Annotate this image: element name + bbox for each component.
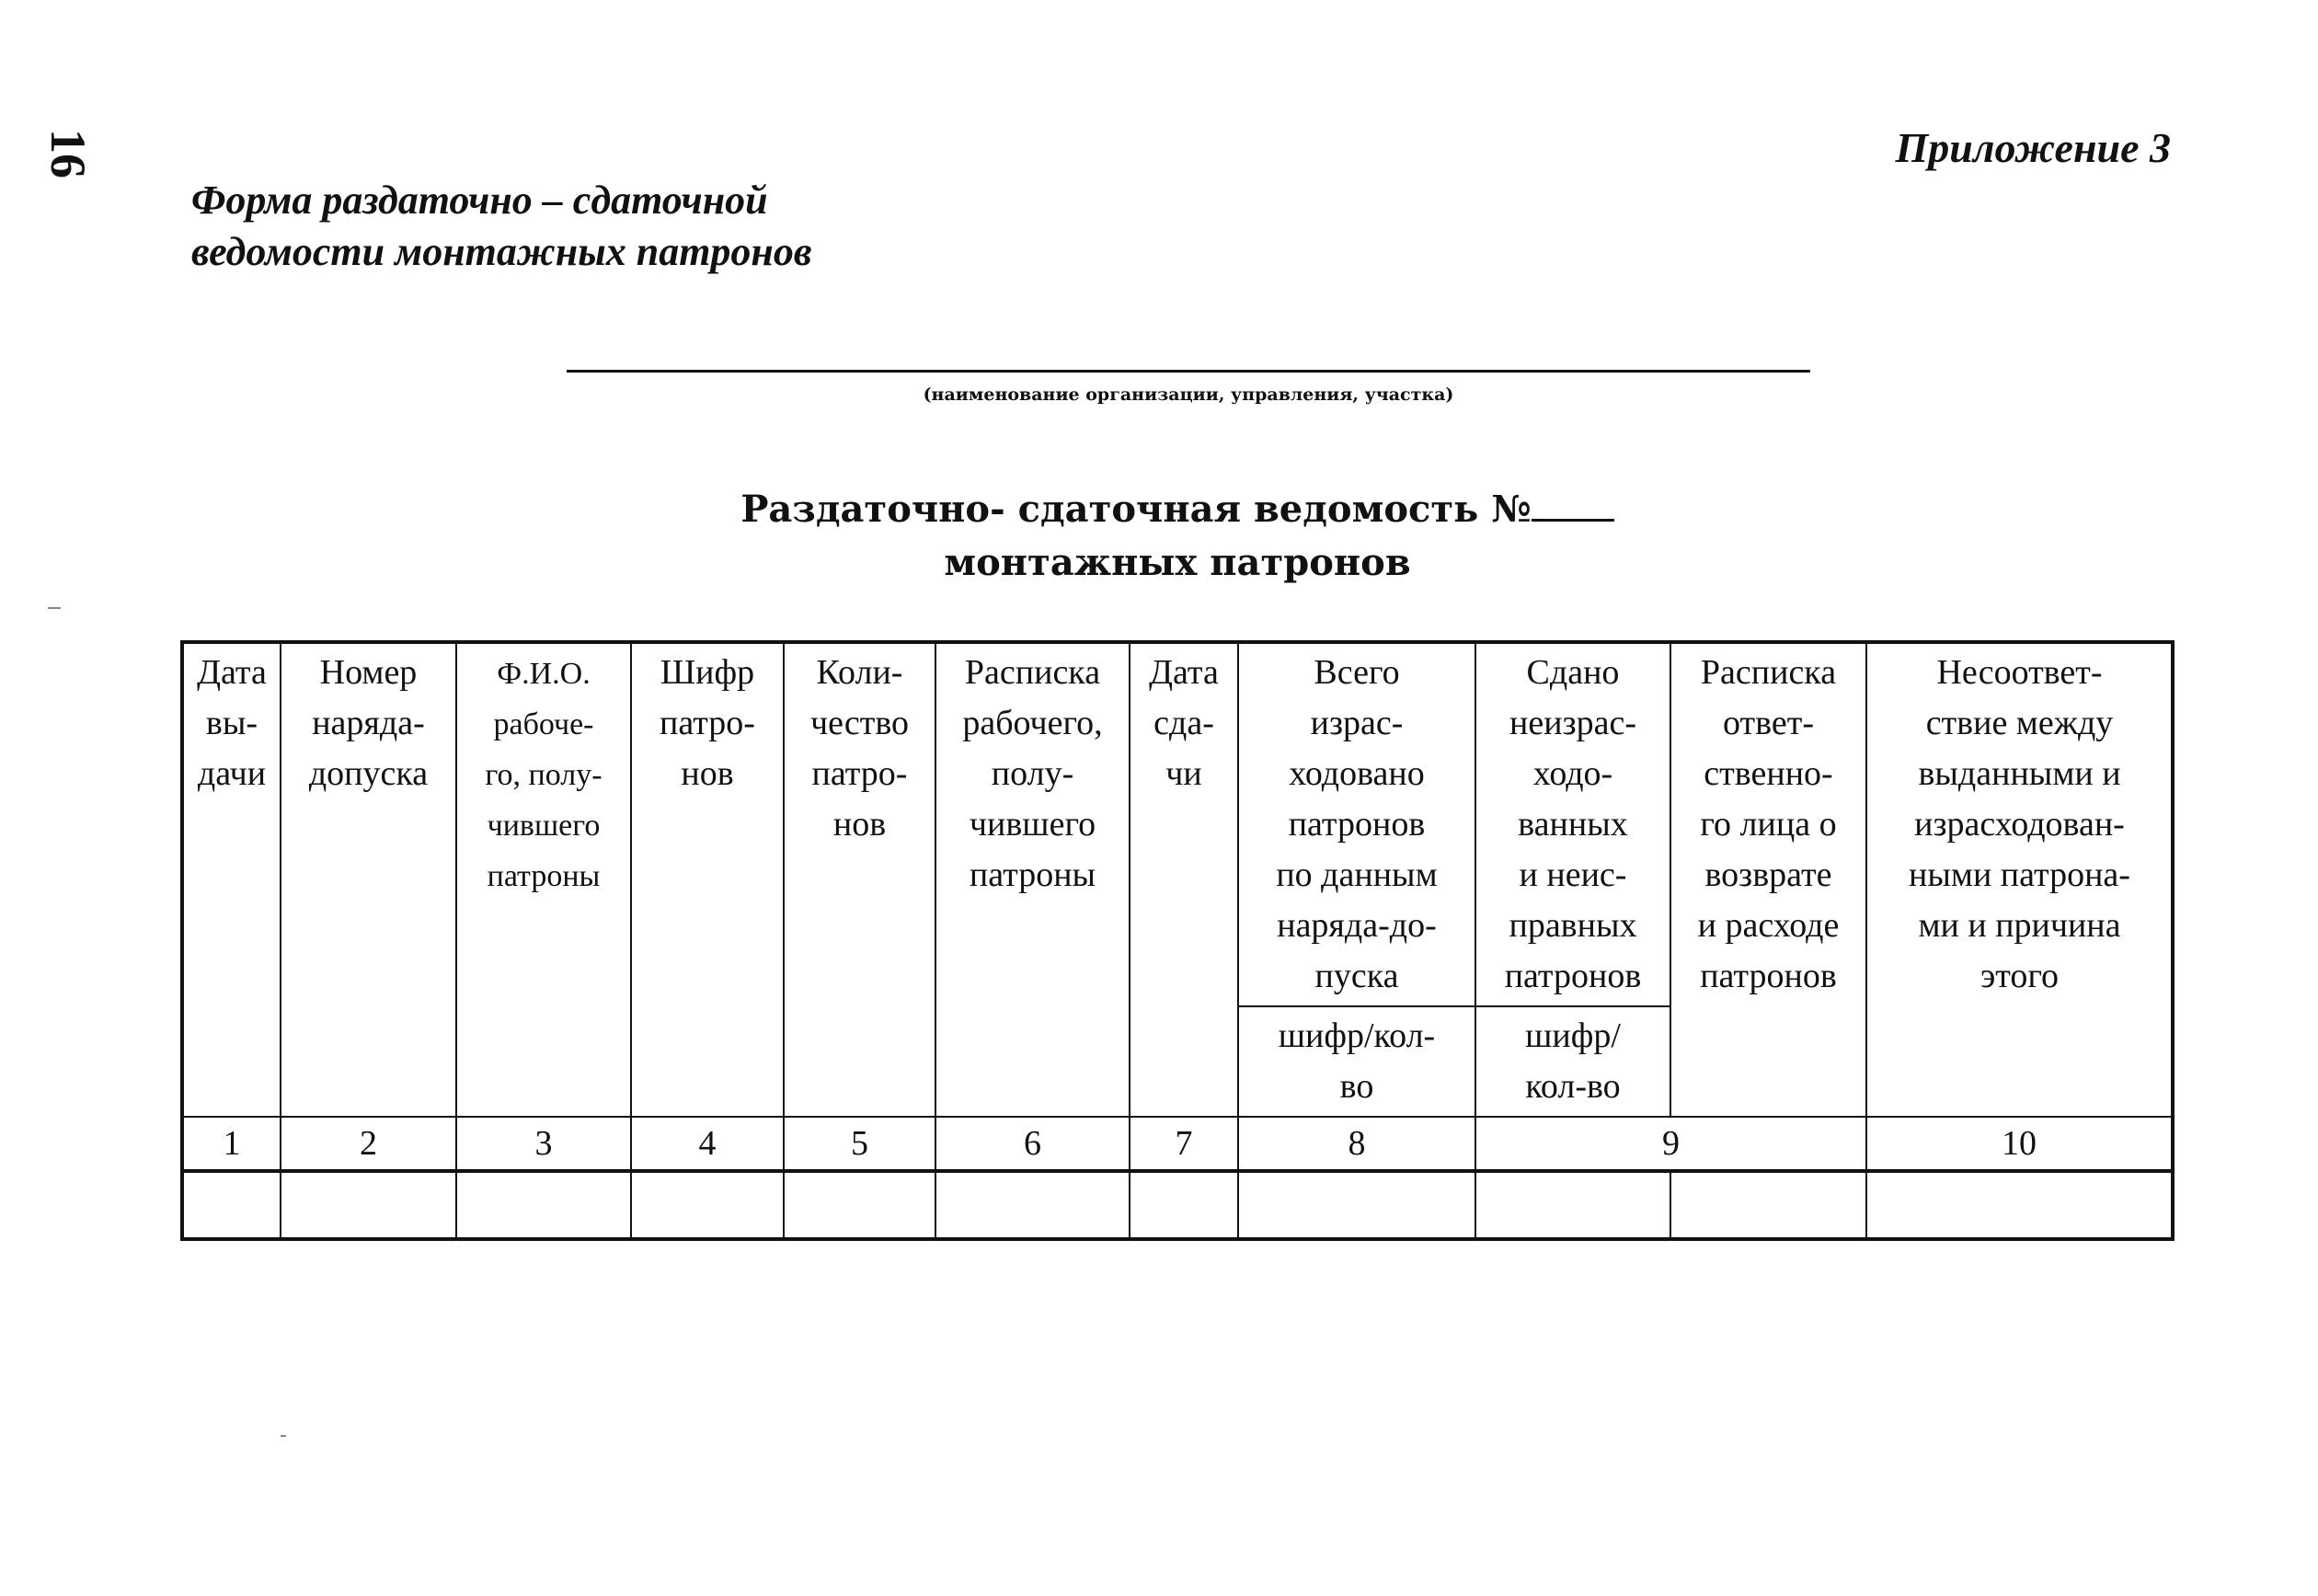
- subheader-returned-code-qty: шифр/ кол-во: [1475, 1006, 1670, 1117]
- header-cartridge-quantity: Коли- чество патро- нов: [784, 642, 935, 1117]
- column-number: 2: [281, 1117, 456, 1171]
- empty-cell[interactable]: [631, 1171, 784, 1239]
- empty-cell[interactable]: [1130, 1171, 1238, 1239]
- header-worker-signature: Расписка рабочего, полу- чившего патроны: [935, 642, 1130, 1117]
- column-number: 4: [631, 1117, 784, 1171]
- column-number: 1: [182, 1117, 281, 1171]
- header-return-date: Дата сда- чи: [1130, 642, 1238, 1117]
- empty-cell[interactable]: [456, 1171, 631, 1239]
- header-returned-unused: Сдано неизрас- ходо- ванных и неис- правных патронов: [1475, 642, 1670, 1006]
- ledger-table: [180, 640, 2175, 1241]
- header-total-used: Всего израс- ходовано патронов по данным наряда-до- пуска: [1238, 642, 1475, 1006]
- header-cartridge-code: Шифр патро- нов: [631, 642, 784, 1117]
- column-number: 8: [1238, 1117, 1475, 1171]
- header-worker-name: Ф.И.О. рабоче- го, полу- чившего патроны: [456, 642, 631, 1117]
- column-number: 5: [784, 1117, 935, 1171]
- organization-caption: (наименование организации, управления, участка): [923, 385, 1454, 405]
- header-work-permit-number: Номер наряда- допуска: [281, 642, 456, 1117]
- column-number: 3: [456, 1117, 631, 1171]
- column-number: 9: [1475, 1117, 1866, 1171]
- document-title-line-1: Раздаточно- сдаточная ведомость №: [740, 488, 1532, 531]
- empty-cell[interactable]: [1238, 1171, 1475, 1239]
- empty-cell[interactable]: [1670, 1171, 1866, 1239]
- form-title-line-1: Форма раздаточно – сдаточной: [191, 178, 768, 223]
- margin-mark: [48, 607, 61, 609]
- page-number: 16: [40, 129, 96, 178]
- appendix-label: Приложение 3: [1895, 124, 2171, 171]
- header-issue-date: Дата вы- дачи: [182, 642, 281, 1117]
- header-discrepancy: Несоответ- ствие между выданными и израсходован- ными патрона- ми и причина этого: [1866, 642, 2173, 1117]
- empty-cell[interactable]: [182, 1171, 281, 1239]
- column-number: 10: [1866, 1117, 2173, 1171]
- subheader-total-used-code-qty: шифр/кол- во: [1238, 1006, 1475, 1117]
- empty-cell[interactable]: [1866, 1171, 2173, 1239]
- header-row: [182, 642, 2173, 1006]
- column-number: 6: [935, 1117, 1130, 1171]
- document-title-line-2: монтажных патронов: [944, 541, 1411, 584]
- form-title-line-2: ведомости монтажных патронов: [191, 229, 812, 274]
- column-number-row: [182, 1117, 2173, 1171]
- scan-mark: [281, 1435, 286, 1437]
- table-row: [182, 1171, 2173, 1239]
- column-number: 7: [1130, 1117, 1238, 1171]
- empty-cell[interactable]: [281, 1171, 456, 1239]
- document-number-blank[interactable]: [1532, 488, 1614, 522]
- document-title: [644, 483, 1711, 590]
- empty-cell[interactable]: [1475, 1171, 1670, 1239]
- form-title: [191, 175, 812, 278]
- empty-cell[interactable]: [784, 1171, 935, 1239]
- organization-fill-line[interactable]: [567, 370, 1810, 373]
- header-responsible-signature: Расписка ответ- ственно- го лица о возврате и расходе патронов: [1670, 642, 1866, 1117]
- empty-cell[interactable]: [935, 1171, 1130, 1239]
